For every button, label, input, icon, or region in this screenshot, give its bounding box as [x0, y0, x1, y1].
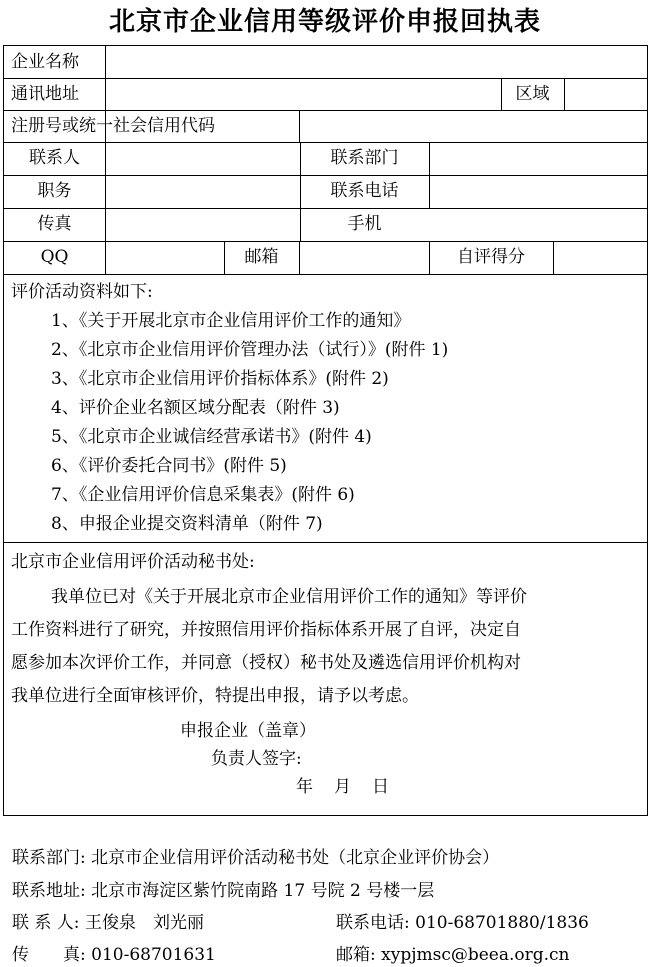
footer-email [336, 940, 570, 965]
footer-address-value: 北京市海淀区紫竹院南路 17 号院 2 号楼一层 [91, 881, 435, 901]
region-field[interactable] [566, 78, 645, 110]
declaration-line: 我单位进行全面审核评价，特提出申报，请予以考虑。 [11, 686, 419, 706]
address-field[interactable] [107, 78, 500, 110]
column-divider [105, 142, 106, 274]
contact-person-label: 联系人 [29, 148, 80, 168]
footer-dept-value: 北京市企业信用评价活动秘书处（北京企业评价协会） [91, 848, 500, 868]
mobile-label: 手机 [347, 214, 382, 234]
email-label: 邮箱 [244, 247, 279, 267]
region-label: 区域 [515, 84, 550, 104]
materials-item: 3、《北京市企业信用评价指标体系》(附件 2) [51, 369, 389, 389]
contact-phone-field[interactable] [431, 175, 643, 208]
fax-field[interactable] [107, 208, 299, 241]
column-divider [299, 110, 300, 142]
position-label: 职务 [37, 181, 72, 201]
materials-item: 6、《评价委托合同书》(附件 5) [51, 456, 287, 476]
company-name-field[interactable] [107, 46, 643, 78]
reg-no-label: 注册号或统一社会信用代码 [11, 116, 215, 136]
footer-person [12, 908, 204, 933]
footer-person-value: 王俊泉 刘光丽 [84, 913, 204, 933]
materials-item: 7、《企业信用评价信息采集表》(附件 6) [51, 485, 355, 505]
company-name-label: 企业名称 [11, 52, 79, 72]
footer-email-value[interactable]: xypjmsc@beea.org.cn [381, 945, 570, 965]
declaration-addressee: 北京市企业信用评价活动秘书处: [11, 552, 255, 572]
address-label: 通讯地址 [11, 84, 79, 104]
materials-item: 4、评价企业名额区域分配表（附件 3) [51, 398, 340, 418]
materials-item: 5、《北京市企业诚信经营承诺书》(附件 4) [51, 427, 372, 447]
mobile-field[interactable] [302, 208, 643, 241]
footer-person-label: 联 系 人: [12, 913, 80, 933]
footer-address-label: 联系地址: [12, 881, 86, 901]
contact-dept-field[interactable] [431, 142, 643, 175]
footer-fax [12, 940, 216, 965]
declaration-line: 工作资料进行了研究，并按照信用评价指标体系开展了自评，决定自 [11, 620, 521, 640]
footer-phone-label: 联系电话: [336, 913, 410, 933]
reg-no-field[interactable] [301, 110, 643, 142]
footer-dept [12, 843, 499, 868]
email-field[interactable] [301, 241, 428, 274]
contact-dept-label: 联系部门 [330, 148, 399, 168]
qq-field[interactable] [107, 241, 223, 274]
footer-fax-value: 010-68701631 [91, 945, 216, 965]
self-score-label: 自评得分 [457, 247, 525, 267]
footer-phone-value: 010-68701880/1836 [415, 913, 589, 933]
signature-label: 负责人签字: [211, 749, 302, 769]
contact-phone-label: 联系电话 [330, 181, 399, 201]
row-divider [4, 542, 647, 543]
self-score-field[interactable] [555, 241, 643, 274]
column-divider [553, 241, 554, 274]
contact-person-field[interactable] [107, 142, 299, 175]
declaration-line: 愿参加本次评价工作，并同意（授权）秘书处及遴选信用评价机构对 [11, 653, 521, 673]
row-divider [4, 274, 647, 275]
materials-item: 1、《关于开展北京市企业信用评价工作的通知》 [51, 311, 411, 331]
footer-email-label: 邮箱: [336, 945, 376, 965]
materials-heading: 评价活动资料如下: [11, 282, 153, 302]
column-divider [429, 142, 430, 208]
position-field[interactable] [107, 175, 299, 208]
page-title: 北京市企业信用等级评价申报回执表 [108, 7, 541, 37]
footer-phone [336, 908, 589, 933]
qq-label: QQ [40, 247, 69, 267]
fax-label: 传真 [37, 214, 72, 234]
footer-dept-label: 联系部门: [12, 848, 86, 868]
materials-item: 2、《北京市企业信用评价管理办法（试行）》(附件 1) [51, 340, 449, 360]
column-divider [299, 241, 300, 274]
footer-fax-label: 传 真: [12, 945, 86, 965]
footer-address [12, 876, 434, 901]
date-label: 年 月 日 [296, 777, 391, 797]
application-form [3, 45, 648, 816]
column-divider [564, 78, 565, 110]
company-stamp-label: 申报企业（盖章） [180, 721, 316, 741]
declaration-line: 我单位已对《关于开展北京市企业信用评价工作的通知》等评价 [51, 587, 527, 607]
materials-item: 8、申报企业提交资料清单（附件 7) [51, 514, 323, 534]
